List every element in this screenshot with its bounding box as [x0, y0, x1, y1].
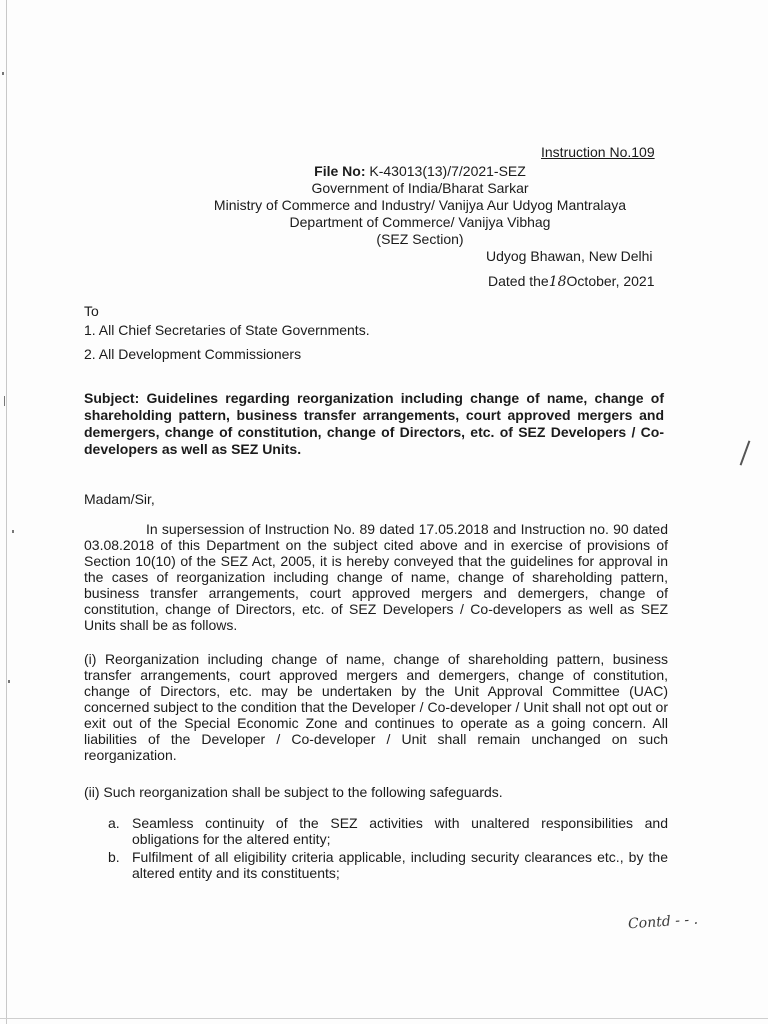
instruction-number: Instruction No.109: [541, 144, 655, 160]
list-item-text: Fulfilment of all eligibility criteria applicable, including security clearances etc., by the altered entity and its constituents;: [132, 849, 668, 881]
paragraph-safeguards-intro: (ii) Such reorganization shall be subject to the following safeguards.: [84, 784, 503, 800]
scan-speck: [2, 72, 4, 75]
file-number-label: File No:: [314, 163, 366, 179]
continued-note: Contd - - .: [627, 911, 699, 933]
date-rest: October, 2021: [566, 273, 655, 289]
safeguards-list: [108, 815, 668, 883]
paragraph-reorganization: (i) Reorganization including change of name, change of shareholding pattern, business transfer arrangements, court approved mergers and demergers, change of constitution, change of Directors, etc. may be undertaken by the Unit Approval Committee (UAC) concerned subject to the condition that the Developer / Co-developer / Unit shall not opt out or exit out of the Special Economic Zone and continues to operate as a going concern. All liabilities of the Developer / Co-developer / Unit shall remain unchanged on such reorganization.: [84, 651, 668, 763]
date-line: [488, 273, 655, 290]
subject-line: Subject: Guidelines regarding reorganization including change of name, change of shareholding pattern, business transfer arrangements, court approved mergers and demergers, change of constitution, change of Directors, etc. of SEZ Developers / Co-developers as well as SEZ Units.: [84, 390, 664, 457]
scan-speck: [4, 396, 5, 406]
recipient-item: 2. All Development Commissioners: [84, 346, 302, 362]
to-label: To: [84, 303, 99, 319]
date-prefix: Dated the: [488, 273, 549, 289]
page-bottom-edge: [0, 1018, 768, 1019]
scan-speck: [8, 680, 10, 683]
file-number: [100, 163, 740, 180]
list-item: [108, 815, 668, 847]
margin-pen-mark: [740, 440, 751, 465]
place: Udyog Bhawan, New Delhi: [486, 248, 653, 264]
scan-speck: [12, 530, 14, 533]
government-name: Government of India/Bharat Sarkar: [311, 180, 529, 196]
list-item: [108, 849, 668, 881]
file-number-value: K-43013(13)/7/2021-SEZ: [369, 163, 526, 179]
list-item-text: Seamless continuity of the SEZ activities with unaltered responsibilities and obligations for the altered entity;: [132, 815, 668, 847]
ministry-name: Ministry of Commerce and Industry/ Vanijya Aur Udyog Mantralaya: [213, 197, 627, 213]
letterhead: [100, 163, 740, 248]
section-name: (SEZ Section): [376, 231, 464, 247]
date-day-handwritten: 18: [548, 274, 567, 290]
recipient-item: 1. All Chief Secretaries of State Governments.: [84, 322, 370, 338]
paragraph-supersession: In supersession of Instruction No. 89 dated 17.05.2018 and Instruction no. 90 dated 03.08.2018 of this Department on the subject cited above and in exercise of provisions of Section 10(10) of the SEZ Act, 2005, it is hereby conveyed that the guidelines for approval in the cases of reorganization including change of name, change of shareholding pattern, business transfer arrangements, court approved mergers and demergers, change of constitution, change of Directors, etc. of SEZ Developers / Co-developers as well as SEZ Units shall be as follows.: [84, 521, 668, 633]
page-edge: [6, 0, 7, 1024]
list-marker: b.: [108, 849, 120, 865]
list-marker: a.: [108, 815, 120, 831]
salutation: Madam/Sir,: [84, 491, 155, 507]
department-name: Department of Commerce/ Vanijya Vibhag: [289, 214, 551, 230]
